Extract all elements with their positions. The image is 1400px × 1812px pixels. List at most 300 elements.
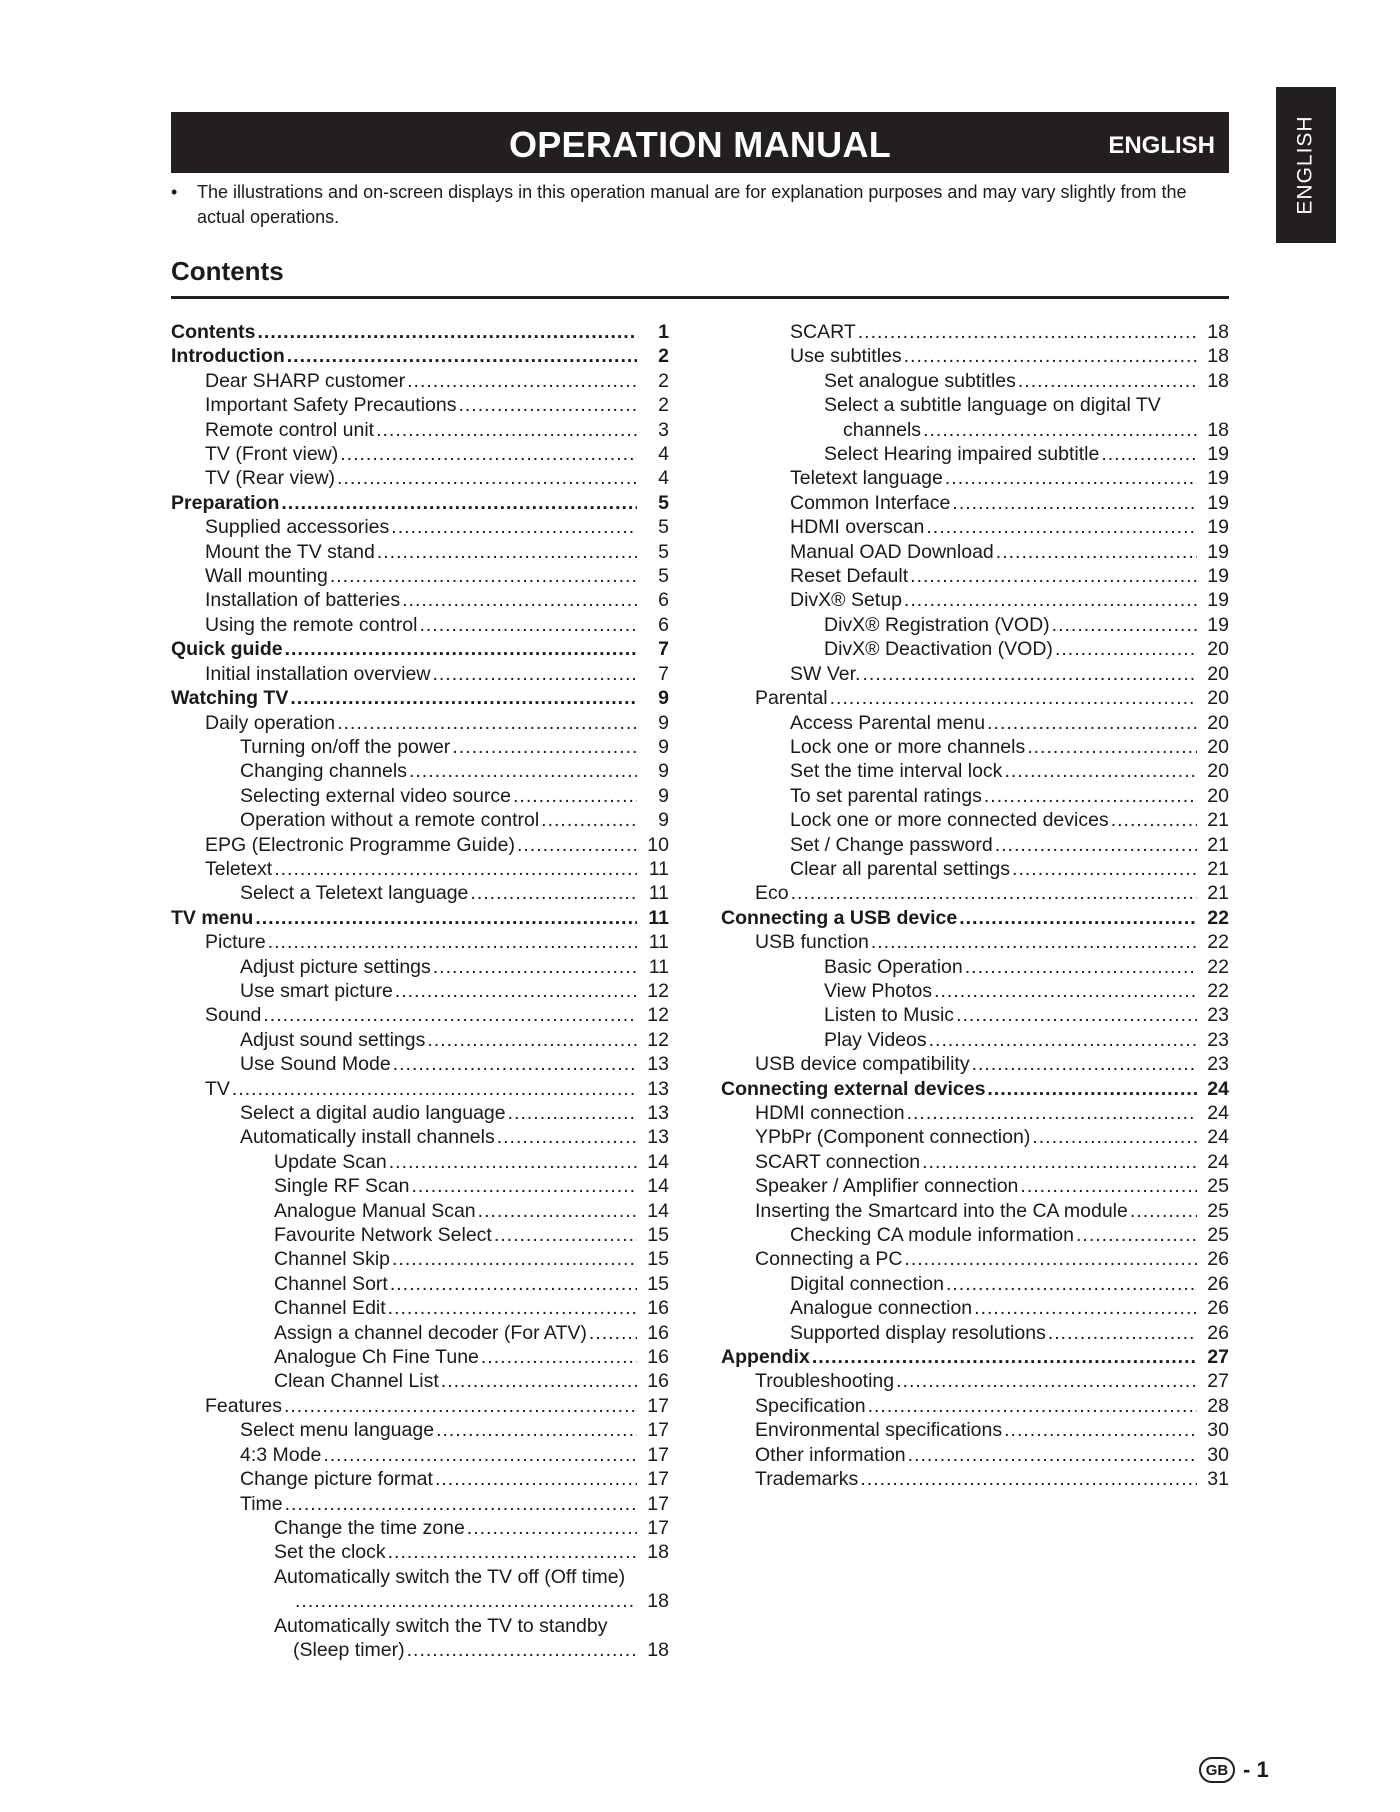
toc-leader (513, 784, 637, 808)
toc-entry-label: Clean Channel List (274, 1370, 439, 1393)
toc-leader (995, 833, 1197, 857)
toc-entry-label: Set analogue subtitles (824, 369, 1016, 392)
toc-entry[interactable] (721, 1052, 1229, 1076)
toc-leader (478, 1199, 637, 1223)
toc-leader (862, 662, 1197, 686)
toc-entry[interactable] (721, 1443, 1229, 1467)
toc-entry-label: DivX® Setup (790, 589, 902, 612)
toc-entry[interactable] (171, 1247, 669, 1271)
toc-entry-page: 7 (658, 638, 669, 661)
toc-leader (987, 711, 1197, 735)
toc-entry-label: Installation of batteries (205, 589, 401, 612)
toc-entry[interactable] (721, 1223, 1229, 1247)
toc-entry[interactable] (721, 1296, 1229, 1320)
toc-entry[interactable] (171, 784, 669, 808)
toc-leader (407, 369, 637, 393)
toc-leader (268, 930, 637, 954)
toc-entry[interactable] (171, 320, 669, 344)
toc-entry[interactable] (721, 1394, 1229, 1418)
toc-entry-page: 6 (658, 589, 669, 612)
toc-entry[interactable] (721, 442, 1229, 466)
toc-entry[interactable] (171, 1296, 669, 1320)
toc-entry[interactable] (171, 369, 669, 393)
toc-entry-page: 13 (647, 1102, 669, 1124)
toc-entry[interactable] (171, 1077, 669, 1101)
toc-entry[interactable] (721, 1321, 1229, 1345)
toc-entry[interactable] (171, 1223, 669, 1247)
toc-leader (1052, 613, 1197, 637)
toc-entry-page: 6 (658, 613, 669, 636)
toc-entry-label: Mount the TV stand (205, 540, 375, 563)
toc-entry[interactable] (171, 515, 669, 539)
toc-entry[interactable] (171, 1199, 669, 1223)
toc-entry-label: Connecting a USB device (721, 906, 958, 929)
toc-leader (926, 515, 1197, 539)
toc-entry-label: Select a Teletext language (240, 882, 469, 905)
toc-entry[interactable] (721, 955, 1229, 979)
toc-entry-label: channels (843, 418, 922, 441)
toc-entry-page: 4 (658, 467, 669, 490)
toc-entry[interactable] (171, 906, 669, 930)
toc-entry[interactable] (171, 662, 669, 686)
toc-leader (956, 1003, 1197, 1027)
toc-entry-label: Set the clock (274, 1541, 386, 1564)
toc-entry-label: Select menu language (240, 1419, 435, 1442)
toc-entry-continuation[interactable] (721, 418, 1229, 442)
toc-entry[interactable] (171, 857, 669, 881)
toc-entry[interactable] (171, 686, 669, 710)
toc-entry[interactable] (171, 1492, 669, 1516)
toc-entry-label: Assign a channel decoder (For ATV) (274, 1321, 587, 1344)
toc-entry-label: USB device compatibility (755, 1053, 970, 1076)
toc-leader (285, 1492, 637, 1516)
toc-leader (389, 1150, 637, 1174)
toc-entry-label: Channel Skip (274, 1248, 390, 1271)
toc-leader (388, 1296, 637, 1320)
toc-entry[interactable] (171, 1028, 669, 1052)
toc-leader (996, 540, 1197, 564)
region-badge: GB (1199, 1757, 1235, 1783)
toc-entry-label: Analogue connection (790, 1297, 973, 1320)
toc-entry[interactable] (721, 491, 1229, 515)
toc-entry-page: 27 (1207, 1370, 1229, 1393)
toc-entry-page: 16 (647, 1370, 669, 1393)
toc-entry-page: 15 (647, 1248, 669, 1271)
toc-entry-page: 10 (647, 833, 669, 856)
toc-entry[interactable] (721, 637, 1229, 661)
toc-left-column (171, 320, 669, 1662)
toc-entry[interactable] (721, 1077, 1229, 1101)
toc-entry[interactable] (721, 735, 1229, 759)
toc-entry[interactable] (171, 1369, 669, 1393)
toc-right-column (721, 320, 1229, 1492)
toc-entry[interactable] (171, 759, 669, 783)
toc-entry-page: 19 (1207, 491, 1229, 514)
toc-entry[interactable] (171, 833, 669, 857)
toc-entry[interactable] (171, 442, 669, 466)
toc-entry[interactable] (721, 1272, 1229, 1296)
toc-entry[interactable] (721, 711, 1229, 735)
toc-entry[interactable] (721, 515, 1229, 539)
toc-entry-page: 19 (1207, 540, 1229, 563)
toc-entry-page: 26 (1207, 1321, 1229, 1344)
toc-entry-label: Eco (755, 882, 789, 905)
toc-leader (391, 515, 637, 539)
toc-entry-label: Environmental specifications (755, 1419, 1003, 1442)
toc-entry-continuation[interactable] (171, 1589, 669, 1613)
toc-entry[interactable] (171, 1125, 669, 1149)
toc-leader (517, 833, 637, 857)
toc-entry-page: 21 (1207, 809, 1229, 832)
toc-entry-label: Single RF Scan (274, 1175, 410, 1198)
toc-entry-label: Initial installation overview (205, 662, 431, 685)
toc-entry-label: Supported display resolutions (790, 1321, 1046, 1344)
toc-entry[interactable] (721, 808, 1229, 832)
toc-entry[interactable] (721, 857, 1229, 881)
title-bar (171, 112, 1229, 173)
toc-entry-label: TV menu (171, 906, 254, 929)
toc-entry-label: Changing channels (240, 760, 407, 783)
toc-entry-label: Sound (205, 1004, 262, 1027)
heading-rule (171, 296, 1229, 299)
toc-entry-page: 18 (647, 1590, 669, 1613)
toc-entry-page: 17 (647, 1468, 669, 1491)
toc-leader (1004, 1418, 1197, 1442)
toc-entry-label: HDMI overscan (790, 516, 925, 539)
toc-entry-page: 15 (647, 1272, 669, 1295)
toc-leader (390, 1272, 637, 1296)
toc-entry[interactable] (171, 491, 669, 515)
toc-leader (896, 1369, 1197, 1393)
toc-entry[interactable] (721, 979, 1229, 1003)
toc-entry[interactable] (721, 1150, 1229, 1174)
toc-entry-label: Speaker / Amplifier connection (755, 1175, 1019, 1198)
toc-entry-label: TV (205, 1077, 230, 1100)
language-side-tab[interactable] (1276, 87, 1336, 243)
toc-entry-label: HDMI connection (755, 1102, 905, 1124)
toc-entry-page: 15 (647, 1224, 669, 1247)
toc-leader (923, 418, 1197, 442)
toc-entry-label: Teletext language (790, 467, 943, 490)
toc-leader (436, 1418, 637, 1442)
toc-leader (452, 735, 637, 759)
toc-entry[interactable] (721, 930, 1229, 954)
toc-entry[interactable] (721, 1174, 1229, 1198)
toc-entry-label: Daily operation (205, 711, 336, 734)
toc-entry[interactable] (171, 1540, 669, 1564)
toc-entry-page: 5 (658, 565, 669, 588)
toc-entry-page: 21 (1207, 833, 1229, 856)
toc-leader (508, 1101, 637, 1125)
toc-leader (290, 686, 637, 710)
toc-entry[interactable] (721, 833, 1229, 857)
toc-entry-page: 17 (647, 1419, 669, 1442)
toc-entry-label: Channel Edit (274, 1297, 386, 1320)
toc-entry-page: 11 (648, 906, 669, 929)
toc-entry-page: 5 (658, 540, 669, 563)
toc-entry[interactable] (171, 1614, 669, 1638)
toc-leader (904, 1247, 1197, 1271)
toc-entry[interactable] (721, 1247, 1229, 1271)
toc-entry[interactable] (171, 1174, 669, 1198)
toc-leader (1101, 442, 1197, 466)
toc-entry[interactable] (721, 1003, 1229, 1027)
toc-leader (945, 466, 1197, 490)
toc-entry-page: 5 (658, 491, 669, 514)
toc-entry-page: 22 (1207, 955, 1229, 978)
toc-entry[interactable] (721, 466, 1229, 490)
toc-entry[interactable] (171, 1443, 669, 1467)
toc-entry[interactable] (171, 637, 669, 661)
toc-leader (974, 1296, 1197, 1320)
toc-entry[interactable] (171, 930, 669, 954)
toc-entry-label: Dear SHARP customer (205, 369, 406, 392)
toc-entry[interactable] (721, 1199, 1229, 1223)
toc-entry-label: Watching TV (171, 687, 289, 710)
toc-entry[interactable] (721, 393, 1229, 417)
toc-entry-page: 2 (658, 394, 669, 417)
toc-entry-page: 26 (1207, 1248, 1229, 1271)
toc-entry-page: 9 (658, 687, 669, 710)
toc-entry-label: Trademarks (755, 1468, 859, 1491)
toc-entry-label: Automatically switch the TV off (Off time) (274, 1565, 626, 1588)
toc-entry-label: Lock one or more connected devices (790, 809, 1109, 832)
toc-entry-page: 19 (1207, 516, 1229, 539)
toc-entry[interactable] (171, 1394, 669, 1418)
toc-entry[interactable] (721, 881, 1229, 905)
toc-entry-page: 16 (647, 1321, 669, 1344)
toc-entry[interactable] (721, 1369, 1229, 1393)
toc-entry-label: Operation without a remote control (240, 809, 540, 832)
toc-entry[interactable] (721, 369, 1229, 393)
toc-leader (1032, 1125, 1197, 1149)
toc-leader (908, 1443, 1197, 1467)
toc-entry-page: 20 (1207, 662, 1229, 685)
toc-leader (791, 881, 1197, 905)
toc-entry[interactable] (171, 1150, 669, 1174)
toc-entry-label: Introduction (171, 345, 285, 368)
toc-entry-page: 20 (1207, 687, 1229, 710)
toc-leader (481, 1345, 637, 1369)
toc-entry-label: Specification (755, 1394, 866, 1417)
toc-leader (1076, 1223, 1197, 1247)
toc-entry[interactable] (171, 1467, 669, 1491)
toc-entry-label: Supplied accessories (205, 516, 390, 539)
title-language: ENGLISH (1108, 132, 1215, 159)
toc-entry-page: 18 (647, 1541, 669, 1564)
toc-entry-label: Contents (171, 321, 256, 343)
toc-entry-page: 24 (1207, 1102, 1229, 1124)
toc-entry-page: 16 (647, 1297, 669, 1320)
toc-entry[interactable] (721, 1028, 1229, 1052)
toc-entry[interactable] (721, 1125, 1229, 1149)
toc-entry-label: Select a subtitle language on digital TV (824, 394, 1161, 417)
toc-entry-label: Using the remote control (205, 613, 418, 636)
toc-entry-label: Important Safety Precautions (205, 394, 457, 417)
toc-entry-page: 30 (1207, 1419, 1229, 1442)
toc-entry-label: Digital connection (790, 1272, 944, 1295)
toc-entry[interactable] (171, 613, 669, 637)
toc-entry-label: Update Scan (274, 1150, 387, 1173)
toc-entry[interactable] (171, 344, 669, 368)
toc-leader (407, 1638, 637, 1662)
toc-entry-page: 12 (647, 1004, 669, 1027)
toc-leader (395, 979, 637, 1003)
toc-entry-label: SCART (790, 321, 856, 343)
toc-entry-label: Analogue Ch Fine Tune (274, 1346, 479, 1369)
toc-leader (392, 1247, 637, 1271)
toc-entry[interactable] (721, 588, 1229, 612)
toc-entry[interactable] (171, 979, 669, 1003)
toc-entry[interactable] (721, 662, 1229, 686)
toc-entry[interactable] (171, 588, 669, 612)
toc-leader (1004, 759, 1197, 783)
toc-entry[interactable] (171, 1565, 669, 1589)
toc-entry-label: Play Videos (824, 1028, 927, 1051)
toc-entry[interactable] (721, 784, 1229, 808)
toc-leader (868, 1394, 1197, 1418)
toc-leader (541, 808, 637, 832)
language-side-tab-label: ENGLISH (1294, 115, 1318, 215)
toc-leader (497, 1125, 637, 1149)
toc-entry-label: Connecting a PC (755, 1248, 903, 1271)
toc-entry[interactable] (721, 344, 1229, 368)
toc-leader (435, 1467, 637, 1491)
toc-entry[interactable] (171, 418, 669, 442)
toc-entry-label: Reset Default (790, 565, 909, 588)
toc-entry-page: 14 (647, 1175, 669, 1198)
toc-entry-page: 17 (647, 1492, 669, 1515)
toc-entry-label: Time (240, 1492, 283, 1515)
toc-leader (258, 320, 638, 344)
toc-entry-page: 18 (1207, 418, 1229, 441)
toc-leader (1111, 808, 1197, 832)
toc-entry[interactable] (171, 564, 669, 588)
toc-entry[interactable] (721, 1418, 1229, 1442)
toc-entry-page: 20 (1207, 784, 1229, 807)
toc-leader (929, 1028, 1197, 1052)
toc-entry-page: 22 (1207, 979, 1229, 1002)
toc-leader (1130, 1199, 1197, 1223)
toc-leader (987, 1077, 1197, 1101)
toc-entry-page: 26 (1207, 1297, 1229, 1320)
toc-entry-page: 9 (658, 809, 669, 832)
toc-leader (470, 881, 637, 905)
toc-entry-page: 26 (1207, 1272, 1229, 1295)
toc-entry-label: Use subtitles (790, 345, 902, 368)
toc-entry-label: Turning on/off the power (240, 735, 451, 758)
toc-leader (330, 564, 637, 588)
toc-entry[interactable] (721, 906, 1229, 930)
toc-entry[interactable] (171, 466, 669, 490)
toc-entry[interactable] (171, 808, 669, 832)
toc-entry-label: Automatically switch the TV to standby (274, 1614, 608, 1637)
toc-entry[interactable] (171, 1418, 669, 1442)
toc-entry[interactable] (721, 1467, 1229, 1491)
toc-leader (337, 466, 637, 490)
toc-entry-page: 17 (647, 1516, 669, 1539)
toc-entry[interactable] (721, 1345, 1229, 1369)
toc-leader (1055, 637, 1197, 661)
toc-entry[interactable] (171, 711, 669, 735)
toc-leader (946, 1272, 1197, 1296)
toc-entry-page: 11 (648, 857, 669, 880)
toc-entry-continuation[interactable] (171, 1638, 669, 1662)
toc-entry-page: 23 (1207, 1028, 1229, 1051)
toc-leader (934, 979, 1197, 1003)
toc-leader (284, 1394, 637, 1418)
toc-entry-page: 11 (648, 955, 669, 978)
toc-entry-label: Connecting external devices (721, 1077, 986, 1100)
toc-entry-page: 23 (1207, 1053, 1229, 1076)
toc-entry-page: 23 (1207, 1004, 1229, 1027)
toc-entry[interactable] (721, 686, 1229, 710)
toc-entry-page: 18 (647, 1638, 669, 1661)
toc-leader (860, 1467, 1197, 1491)
toc-entry[interactable] (171, 540, 669, 564)
toc-entry-page: 4 (658, 443, 669, 466)
toc-entry-page: 12 (647, 979, 669, 1002)
toc-entry[interactable] (721, 540, 1229, 564)
toc-leader (871, 930, 1197, 954)
page-footer (1199, 1757, 1269, 1783)
toc-entry[interactable] (171, 1003, 669, 1027)
toc-leader (393, 1052, 637, 1076)
toc-entry-label: Lock one or more channels (790, 735, 1026, 758)
toc-entry[interactable] (171, 1345, 669, 1369)
toc-entry[interactable] (171, 1272, 669, 1296)
toc-entry[interactable] (171, 1101, 669, 1125)
toc-entry-label: 4:3 Mode (240, 1443, 322, 1466)
toc-entry-label: Remote control unit (205, 418, 375, 441)
toc-entry-label: Set the time interval lock (790, 760, 1003, 783)
toc-entry-label: Parental (755, 687, 828, 710)
toc-entry[interactable] (171, 393, 669, 417)
toc-entry[interactable] (721, 320, 1229, 344)
toc-entry-page: 19 (1207, 565, 1229, 588)
toc-entry[interactable] (171, 1052, 669, 1076)
toc-entry-label: Clear all parental settings (790, 857, 1011, 880)
toc-entry-label: (Sleep timer) (293, 1638, 405, 1661)
toc-entry[interactable] (721, 759, 1229, 783)
toc-leader (1027, 735, 1197, 759)
toc-entry[interactable] (171, 881, 669, 905)
toc-entry-page: 24 (1207, 1150, 1229, 1173)
toc-leader (432, 662, 637, 686)
toc-entry-page: 18 (1207, 321, 1229, 343)
toc-entry-label: USB function (755, 931, 869, 954)
toc-entry[interactable] (721, 613, 1229, 637)
toc-entry-page: 31 (1207, 1468, 1229, 1491)
toc-entry-label: Automatically install channels (240, 1126, 495, 1149)
toc-entry[interactable] (171, 1321, 669, 1345)
toc-entry[interactable] (171, 1516, 669, 1540)
toc-entry-label: Preparation (171, 491, 280, 514)
toc-leader (589, 1321, 637, 1345)
bullet-icon: • (171, 182, 178, 202)
page-number: - 1 (1243, 1757, 1269, 1782)
toc-entry-page: 1 (658, 321, 669, 343)
toc-entry-label: Checking CA module information (790, 1224, 1074, 1247)
toc-entry[interactable] (171, 955, 669, 979)
toc-entry-page: 5 (658, 516, 669, 539)
toc-entry[interactable] (721, 564, 1229, 588)
toc-entry-label: Select a digital audio language (240, 1102, 506, 1124)
toc-entry-page: 17 (647, 1394, 669, 1417)
toc-entry[interactable] (171, 735, 669, 759)
toc-entry[interactable] (721, 1101, 1229, 1125)
toc-leader (285, 637, 637, 661)
